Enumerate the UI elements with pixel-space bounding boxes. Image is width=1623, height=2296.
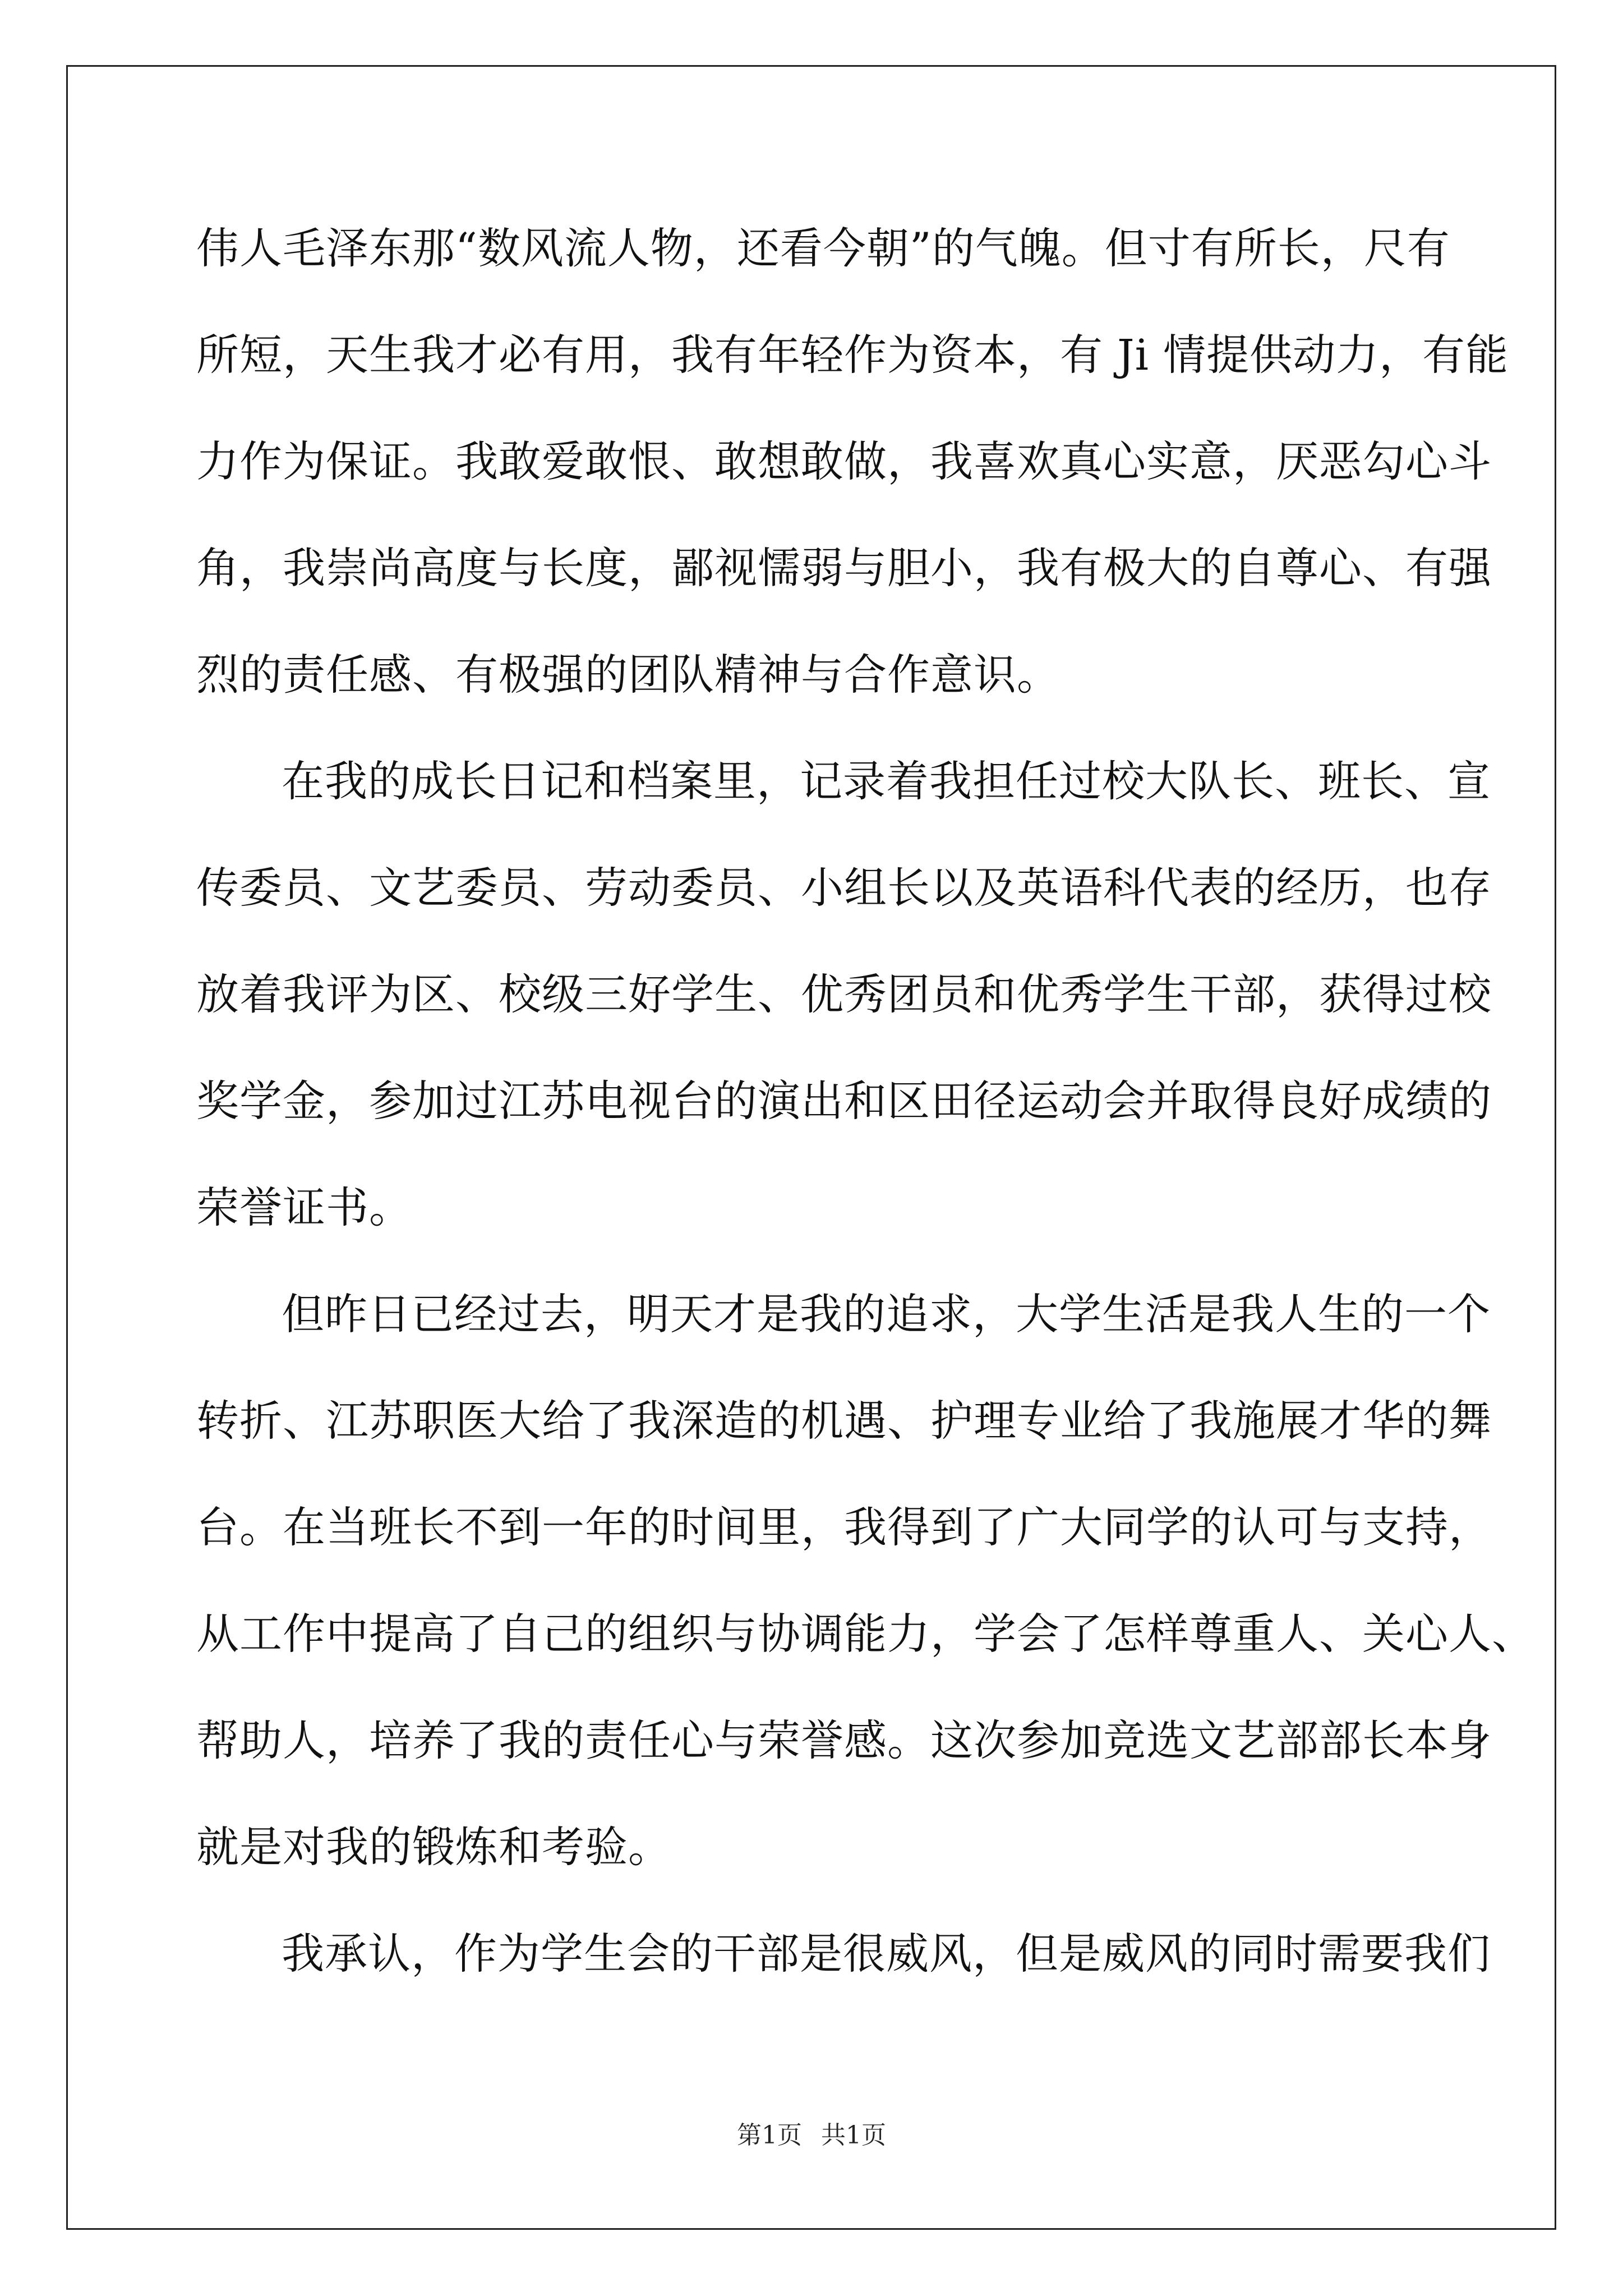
paragraph-3-line-4: 从工作中提高了自己的组织与协调能力，学会了怎样尊重人、关心人、 (196, 1609, 1535, 1659)
paragraph-2-line-3: 放着我评为区、校级三好学生、优秀团员和优秀学生干部，获得过校 (196, 969, 1492, 1019)
paragraph-3-line-2: 转折、江苏职医大给了我深造的机遇、护理专业给了我施展才华的舞 (196, 1396, 1492, 1446)
paragraph-3-line-5: 帮助人，培养了我的责任心与荣誉感。这次参加竞选文艺部部长本身 (196, 1715, 1492, 1765)
paragraph-2-line-4: 奖学金，参加过江苏电视台的演出和区田径运动会并取得良好成绩的 (196, 1076, 1492, 1126)
document-body (196, 213, 1535, 2025)
paragraph-4-line-1: 我承认，作为学生会的干部是很威风，但是威风的同时需要我们 (282, 1929, 1491, 1978)
paragraph-1-line-2: 所短，天生我才必有用，我有年轻作为资本，有 Ji 情提供动力，有能 (196, 330, 1509, 380)
paragraph-3-line-1: 但昨日已经过去，明天才是我的追求，大学生活是我人生的一个 (282, 1289, 1491, 1339)
paragraph-1-line-4: 角，我崇尚高度与长度，鄙视懦弱与胆小，我有极大的自尊心、有强 (196, 543, 1492, 593)
page-number: 第1页 (737, 2121, 802, 2150)
paragraph-1-line-5: 烈的责任感、有极强的团队精神与合作意识。 (196, 650, 1060, 700)
paragraph-3-line-3: 台。在当班长不到一年的时间里，我得到了广大同学的认可与支持， (196, 1502, 1492, 1552)
paragraph-3-line-6: 就是对我的锻炼和考验。 (196, 1822, 671, 1872)
paragraph-2-line-2: 传委员、文艺委员、劳动委员、小组长以及英语科代表的经历，也存 (196, 863, 1492, 913)
page-footer (0, 2115, 1623, 2151)
paragraph-1-line-1: 伟人毛泽东那“数风流人物，还看今朝”的气魄。但寸有所长，尺有 (196, 223, 1450, 273)
paragraph-1-line-3: 力作为保证。我敢爱敢恨、敢想敢做，我喜欢真心实意，厌恶勾心斗 (196, 436, 1492, 486)
paragraph-2-line-5: 荣誉证书。 (196, 1182, 412, 1232)
page-total: 共1页 (821, 2121, 886, 2150)
paragraph-2-line-1: 在我的成长日记和档案里，记录着我担任过校大队长、班长、宣 (282, 756, 1491, 806)
